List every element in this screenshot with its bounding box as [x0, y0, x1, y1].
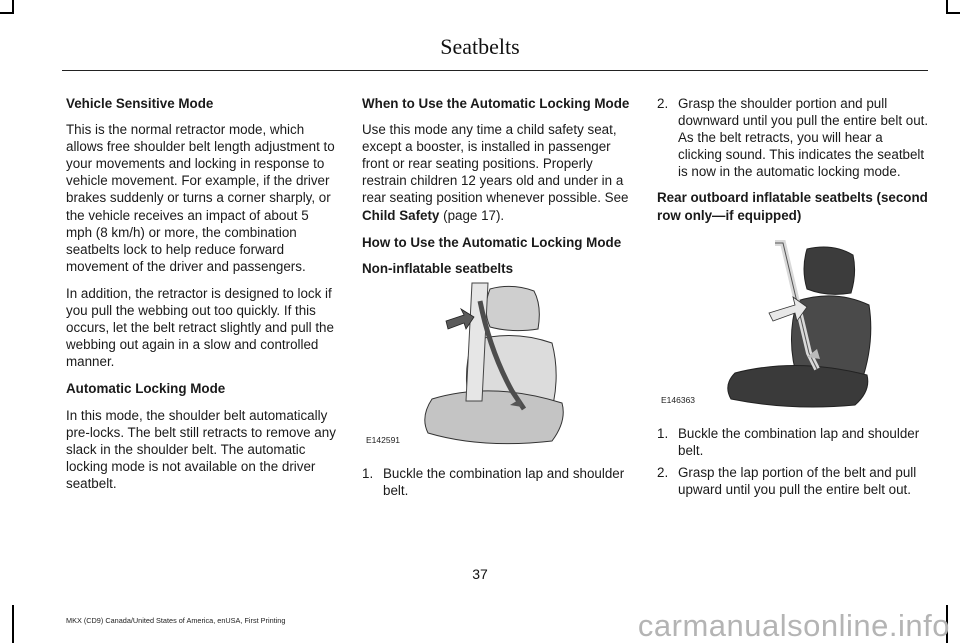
header-rule [62, 70, 928, 71]
step-number: 2. [657, 464, 669, 480]
section-heading: Automatic Locking Mode [66, 381, 226, 397]
cross-reference-link[interactable]: Child Safety [362, 207, 440, 223]
step-text: Grasp the lap portion of the belt and pull upward until you pull the entire belt out. [678, 464, 917, 497]
step-number: 1. [657, 425, 669, 441]
step-text: Buckle the combination lap and shoulder belt. [383, 465, 625, 498]
section-heading: Vehicle Sensitive Mode [66, 96, 214, 111]
page-number: 37 [472, 566, 488, 582]
column-middle [362, 95, 634, 508]
inflatable-seatbelt-illustration [657, 233, 929, 411]
paragraph: This is the normal retractor mode, which allows free shoulder belt length adjustment to your movements and locking in response to vehicle movement. For example, if the driver brakes suddenly or turns a corner sharply, or the vehicle receives an impact of about 5 mph (8 km/h) or more, the combination seatbelts lock to help reduce forward movement of the driver and passengers. [66, 122, 335, 274]
seat-figure [657, 233, 929, 411]
list-item [657, 95, 929, 180]
section-heading: How to Use the Automatic Locking Mode [362, 234, 622, 250]
step-number: 1. [362, 465, 374, 481]
paragraph: In this mode, the shoulder belt automatically pre-locks. The belt still retracts to remove any slack in the shoulder belt. The automatic locking mode is not available on the driver seatbelt. [66, 407, 336, 491]
section-heading: Rear outboard inflatable seatbelts (second row only—if equipped) [657, 190, 928, 223]
list-item [657, 425, 929, 459]
crop-mark [946, 12, 960, 14]
paragraph: In addition, the retractor is designed to lock if you pull the webbing out too quickly. If this occurs, let the belt retract slightly and pull the webbing out again in a slow and controlled manner. [66, 285, 334, 370]
step-number: 2. [657, 96, 669, 111]
step-text: Buckle the combination lap and shoulder belt. [678, 425, 920, 458]
seatbelt-illustration [362, 281, 634, 451]
seat-figure [362, 281, 634, 451]
list-item [362, 465, 634, 499]
paragraph-text: (page 17). [439, 207, 505, 223]
figure-code: E146363 [661, 394, 696, 405]
sub-heading: Non-inflatable seatbelts [362, 260, 514, 276]
printing-info: MKX (CD9) Canada/United States of America, enUSA, First Printing [66, 616, 286, 625]
list-item [657, 464, 929, 498]
column-right [657, 95, 929, 507]
paragraph [362, 121, 634, 224]
crop-mark [12, 0, 14, 14]
steps-list [362, 465, 634, 499]
column-left [66, 95, 338, 502]
steps-list [657, 425, 929, 498]
watermark: carmanualsonline.info [637, 608, 950, 643]
paragraph-text: Use this mode any time a child safety seat, except a booster, is installed in passenger front or rear seating positions. Properly restrain children 12 years old and under in a rear seating position whenever possible. See [362, 122, 629, 206]
crop-mark [946, 0, 948, 14]
page-title: Seatbelts [440, 34, 520, 59]
figure-code: E142591 [366, 434, 401, 445]
crop-mark [12, 605, 14, 643]
step-text: Grasp the shoulder portion and pull downward until you pull the entire belt out. As the belt retracts, you will hear a clicking sound. This indicates the seatbelt is now in the automatic locking mode. [678, 96, 929, 180]
steps-list [657, 95, 929, 180]
section-heading: When to Use the Automatic Locking Mode [362, 96, 630, 111]
